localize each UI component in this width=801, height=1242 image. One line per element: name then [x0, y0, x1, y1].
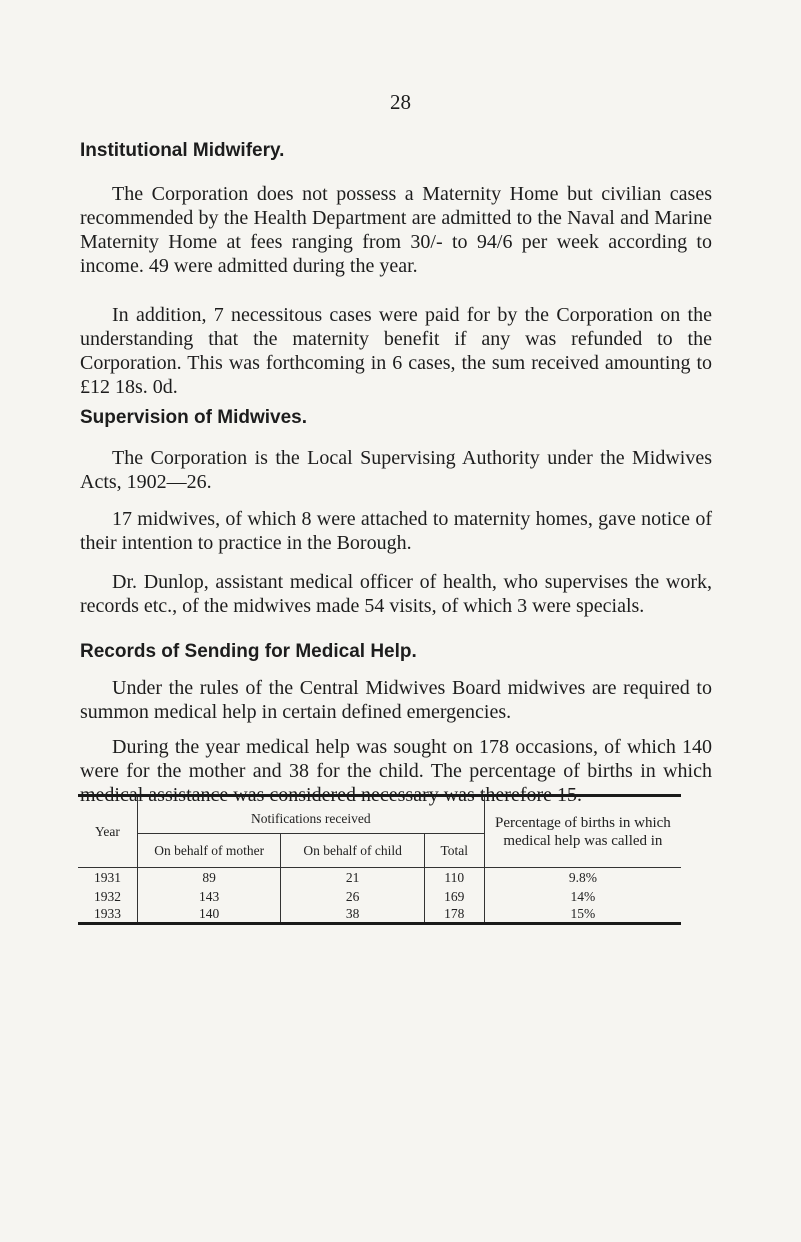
heading-supervision-of-midwives: Supervision of Midwives.	[80, 407, 307, 428]
paragraph: The Corporation does not possess a Maternity Home but civilian cases recommended by the Health Department are admitted to the Naval and Marine Maternity Home at fees ranging from 30/- to 94/6 per week according to income. 49 were admitted during the year.	[80, 183, 712, 277]
heading-institutional-midwifery: Institutional Midwifery.	[80, 140, 285, 161]
paragraph: Under the rules of the Central Midwives Board midwives are required to summon medical help in certain defined emergencies.	[80, 677, 712, 723]
header-mother: On behalf of mother	[137, 834, 281, 868]
paragraph: During the year medical help was sought on 178 occasions, of which 140 were for the mother and 38 for the child. The percentage of births in which medical assistance was considered necessary was therefore 15.	[80, 736, 712, 806]
page-number: 28	[390, 90, 411, 114]
header-total: Total	[424, 834, 484, 868]
header-percentage: Percentage of births in which medical help was called in	[484, 796, 681, 868]
cell-total: 110	[424, 868, 484, 888]
cell-child: 26	[281, 888, 424, 906]
cell-child: 21	[281, 868, 424, 888]
paragraph: 17 midwives, of which 8 were attached to maternity homes, gave notice of their intention to practice in the Borough.	[80, 508, 712, 554]
table-row	[78, 868, 681, 888]
cell-mother: 89	[137, 868, 281, 888]
header-child: On behalf of child	[281, 834, 424, 868]
paragraph: Dr. Dunlop, assistant medical officer of health, who supervises the work, records etc., of the midwives made 54 visits, of which 3 were specials.	[80, 571, 712, 617]
header-notifications: Notifications received	[137, 796, 484, 834]
cell-percentage: 14%	[484, 888, 681, 906]
cell-total: 169	[424, 888, 484, 906]
paragraph: In addition, 7 necessitous cases were paid for by the Corporation on the understanding that the maternity benefit if any was refunded to the Corporation. This was forthcoming in 6 cases, the sum received amounting to £12 18s. 0d.	[80, 304, 712, 398]
header-year: Year	[95, 824, 120, 839]
cell-year: 1933	[93, 905, 121, 921]
cell-mother: 143	[137, 888, 281, 906]
cell-year: 1931	[93, 869, 121, 885]
cell-year: 1932	[93, 888, 121, 904]
paragraph: The Corporation is the Local Supervising Authority under the Midwives Acts, 1902—26.	[80, 447, 712, 493]
medical-help-table	[78, 794, 681, 925]
cell-percentage: 9.8%	[484, 868, 681, 888]
cell-mother: 140	[137, 906, 281, 924]
cell-percentage: 15%	[484, 906, 681, 924]
cell-total: 178	[424, 906, 484, 924]
table-row	[78, 906, 681, 924]
cell-child: 38	[281, 906, 424, 924]
table-row	[78, 888, 681, 906]
heading-records-of-sending: Records of Sending for Medical Help.	[80, 641, 417, 662]
